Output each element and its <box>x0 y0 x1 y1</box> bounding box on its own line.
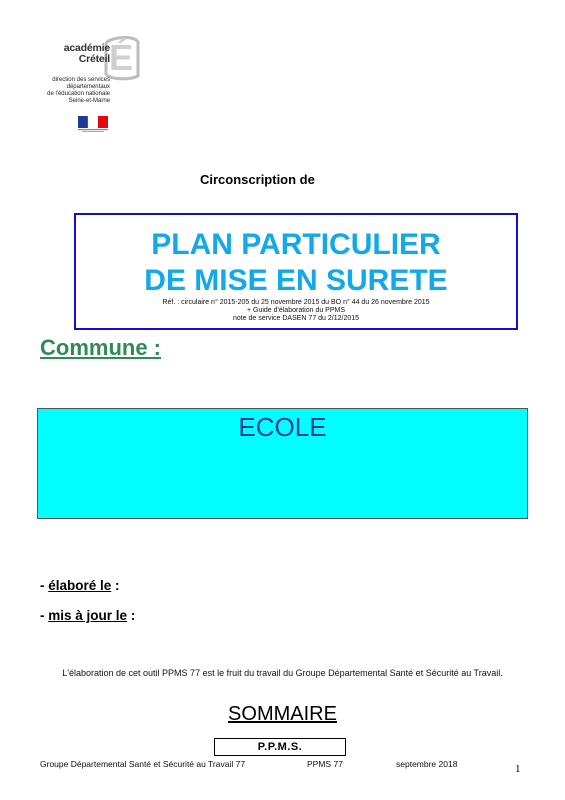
footer-ppms: PPMS 77 <box>307 759 343 769</box>
ppms-section-box <box>214 738 346 756</box>
svg-text:É: É <box>108 37 134 78</box>
elabore-label: élaboré le <box>48 578 112 593</box>
mis-a-jour-field: - mis à jour le : <box>40 608 136 623</box>
elabore-field: - élaboré le : <box>40 578 120 593</box>
plan-title-line1: PLAN PARTICULIER <box>151 228 441 261</box>
mis-a-jour-label: mis à jour le <box>48 608 128 623</box>
academie-label: académie <box>63 42 110 54</box>
plan-title <box>76 227 516 299</box>
plan-title-line2: DE MISE EN SURETE <box>144 264 448 297</box>
plan-references <box>76 299 516 323</box>
creteil-label: Créteil <box>78 53 110 65</box>
sommaire-title: SOMMAIRE <box>228 703 337 725</box>
ecole-box <box>37 408 528 519</box>
ref-note-service: note de service DASEN 77 du 2/12/2015 <box>232 315 360 322</box>
direction-text: direction des services départementaux de l'éducation nationale Seine-et-Marne <box>47 77 110 104</box>
circonscription-label: Circonscription de <box>200 172 315 187</box>
ecole-label: ECOLE <box>238 412 327 442</box>
ref-circulaire: Réf. : circulaire n° 2015-205 du 25 novembre 2015 du BO n° 44 du 26 novembre 2015 <box>162 299 430 306</box>
footer-date: septembre 2018 <box>396 759 458 769</box>
commune-label: Commune : <box>40 335 161 360</box>
ppms-section-label: P.P.M.S. <box>257 741 303 753</box>
page-number: 1 <box>515 763 521 775</box>
credit-text: L'élaboration de cet outil PPMS 77 est le fruit du travail du Groupe Départemental Santé et Sécurité au Travail. <box>62 668 503 678</box>
footer-group: Groupe Départemental Santé et Sécurité au Travail 77 <box>40 759 246 769</box>
academie-logo <box>40 30 150 140</box>
ref-guide: + Guide d'élaboration du PPMS <box>246 307 346 314</box>
marianne-flag-icon <box>78 116 108 133</box>
plan-title-box <box>74 213 518 330</box>
